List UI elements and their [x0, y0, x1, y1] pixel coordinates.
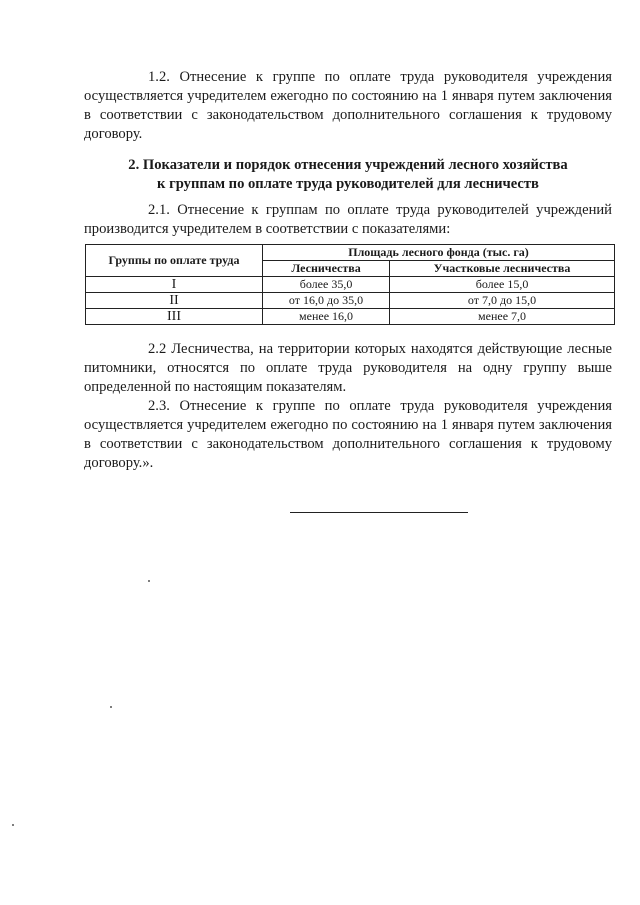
district-cell: от 7,0 до 15,0 — [390, 293, 615, 309]
section-2-heading-line-1: 2. Показатели и порядок отнесения учреждений лесного хозяйства — [128, 157, 568, 173]
district-cell: менее 7,0 — [390, 309, 615, 325]
header-group: Группы по оплате труда — [86, 245, 263, 277]
paragraph-2-2: 2.2 Лесничества, на территории которых находятся действующие лесные питомники, относятся по оплате труда руководителя на одну группу выше определенной по настоящим показателям. — [84, 341, 612, 395]
paragraph-2-3: 2.3. Отнесение к группе по оплате труда руководителя учреждения осуществляется учредителем ежегодно по состоянию на 1 января путем заключения в соответствии с законодательством дополнительного соглашения к трудовому договору.». — [84, 398, 612, 471]
header-area: Площадь лесного фонда (тыс. га) — [263, 245, 615, 261]
paragraph-1-2: 1.2. Отнесение к группе по оплате труда руководителя учреждения осуществляется учредителем ежегодно по состоянию на 1 января путем заключения в соответствии с законодательством дополнительного соглашения к трудовому договору. — [84, 69, 612, 142]
table-row — [86, 277, 615, 293]
header-district-forestry: Участковые лесничества — [390, 261, 615, 277]
groups-table — [85, 244, 615, 325]
table-row — [86, 309, 615, 325]
scan-speck — [12, 824, 14, 826]
forestry-cell: более 35,0 — [263, 277, 390, 293]
paragraph-2-1: 2.1. Отнесение к группам по оплате труда руководителей учреждений производится учредителем в соответствии с показателями: — [84, 202, 612, 237]
group-cell: II — [86, 293, 263, 309]
table-header-row — [86, 245, 615, 261]
scan-speck — [148, 580, 150, 582]
forestry-cell: от 16,0 до 35,0 — [263, 293, 390, 309]
signature-line — [290, 512, 468, 513]
group-cell: III — [86, 309, 263, 325]
group-cell: I — [86, 277, 263, 293]
forestry-cell: менее 16,0 — [263, 309, 390, 325]
table-row — [86, 293, 615, 309]
section-2-heading-line-2: к группам по оплате труда руководителей для лесничеств — [157, 176, 539, 192]
header-forestry: Лесничества — [263, 261, 390, 277]
scan-speck — [110, 706, 112, 708]
district-cell: более 15,0 — [390, 277, 615, 293]
